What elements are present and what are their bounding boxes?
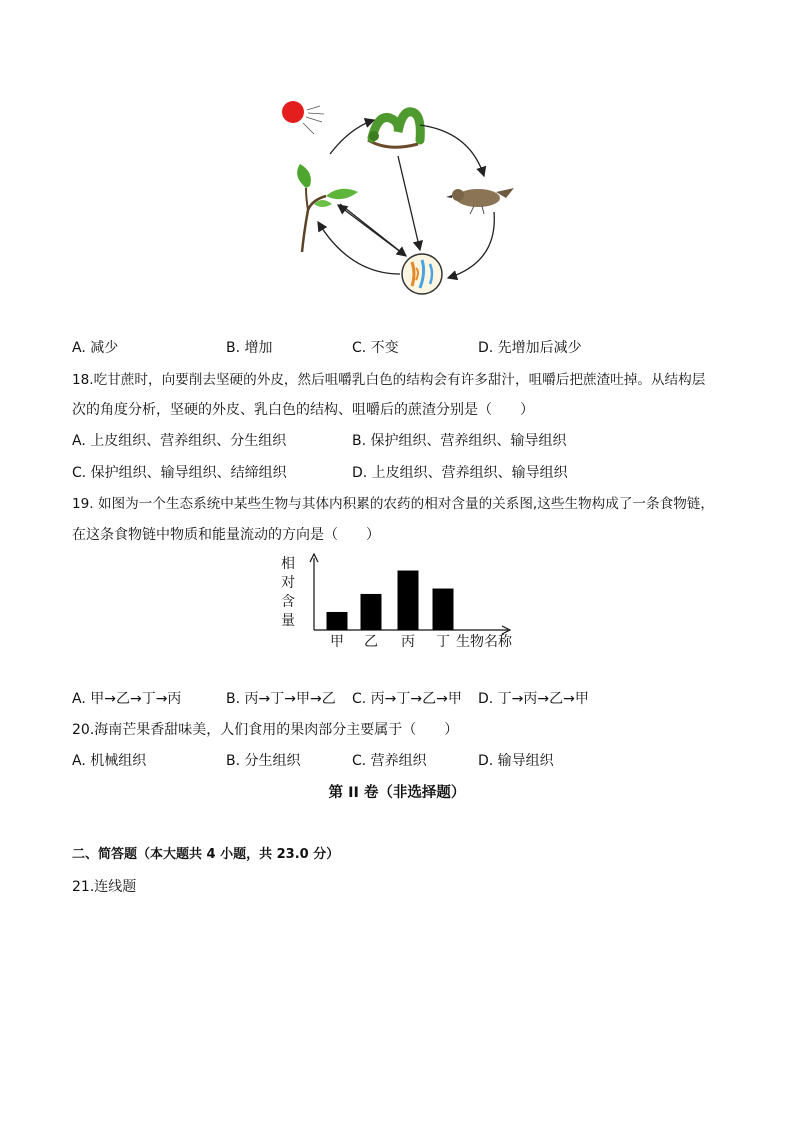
q20-option-c: C. 营养组织: [352, 753, 427, 769]
sun-icon: [282, 101, 324, 134]
q18-option-b: B. 保护组织、营养组织、输导组织: [352, 433, 567, 449]
x-tick-label: 乙: [364, 634, 378, 650]
bar-乙: [361, 594, 382, 630]
x-tick-label: 甲: [330, 634, 344, 650]
q17-option-d: D. 先增加后减少: [478, 340, 582, 356]
food-web-figure: [270, 92, 530, 302]
q18-stem-line2: 次的角度分析，坚硬的外皮、乳白色的结构、咀嚼后的蔗渣分别是（ ）: [72, 402, 534, 418]
pesticide-bar-chart: [270, 552, 530, 662]
q20-option-b: B. 分生组织: [226, 753, 301, 769]
y-axis-label-char: 量: [281, 613, 295, 629]
y-axis-label: [281, 555, 295, 629]
q20-stem: 20.海南芒果香甜味美，人们食用的果肉部分主要属于（ ）: [72, 722, 459, 738]
q19-option-a: A. 甲→乙→丁→丙: [72, 691, 182, 707]
y-axis-label-char: 相: [281, 556, 295, 572]
q19-stem-line1: 19. 如图为一个生态系统中某些生物与其体内积累的农药的相对含量的关系图,这些生物构成了一条食物链，: [72, 496, 714, 512]
q18-option-c: C. 保护组织、输导组织、结缔组织: [72, 465, 287, 481]
q17-option-b: B. 增加: [226, 340, 273, 356]
bar-甲: [327, 612, 348, 630]
bar-丙: [398, 571, 419, 630]
q19-stem-line2: 在这条食物链中物质和能量流动的方向是（ ）: [72, 527, 380, 543]
q19-option-c: C. 丙→丁→乙→甲: [352, 691, 462, 707]
q20-option-a: A. 机械组织: [72, 753, 147, 769]
section2-title: 二、简答题（本大题共 4 小题，共 23.0 分）: [72, 847, 340, 862]
bird-icon: [446, 188, 514, 214]
q19-option-d: D. 丁→丙→乙→甲: [478, 691, 589, 707]
q20-option-d: D. 输导组织: [478, 753, 554, 769]
caterpillar-icon: [368, 112, 420, 147]
x-axis-label: 生物名称: [456, 634, 512, 650]
q21-stem: 21.连线题: [72, 879, 137, 895]
x-tick-label: 丙: [401, 634, 415, 650]
q18-option-d: D. 上皮组织、营养组织、输导组织: [352, 465, 568, 481]
x-tick-label: 丁: [436, 634, 450, 650]
y-axis-label-char: 对: [281, 575, 295, 591]
q18-stem-line1: 18.吃甘蔗时，向要削去坚硬的外皮，然后咀嚼乳白色的结构会有许多甜汁，咀嚼后把蔗渣吐掉。从结构层: [72, 372, 706, 388]
q18-option-a: A. 上皮组织、营养组织、分生组织: [72, 433, 287, 449]
plant-icon: [297, 164, 358, 252]
part2-title: 第 II 卷（非选择题）: [328, 785, 466, 801]
q17-option-c: C. 不变: [352, 340, 399, 356]
q19-option-b: B. 丙→丁→甲→乙: [226, 691, 336, 707]
q17-option-a: A. 减少: [72, 340, 119, 356]
bar-丁: [433, 589, 454, 630]
decomposer-icon: [402, 254, 442, 294]
y-axis-label-char: 含: [281, 594, 295, 610]
